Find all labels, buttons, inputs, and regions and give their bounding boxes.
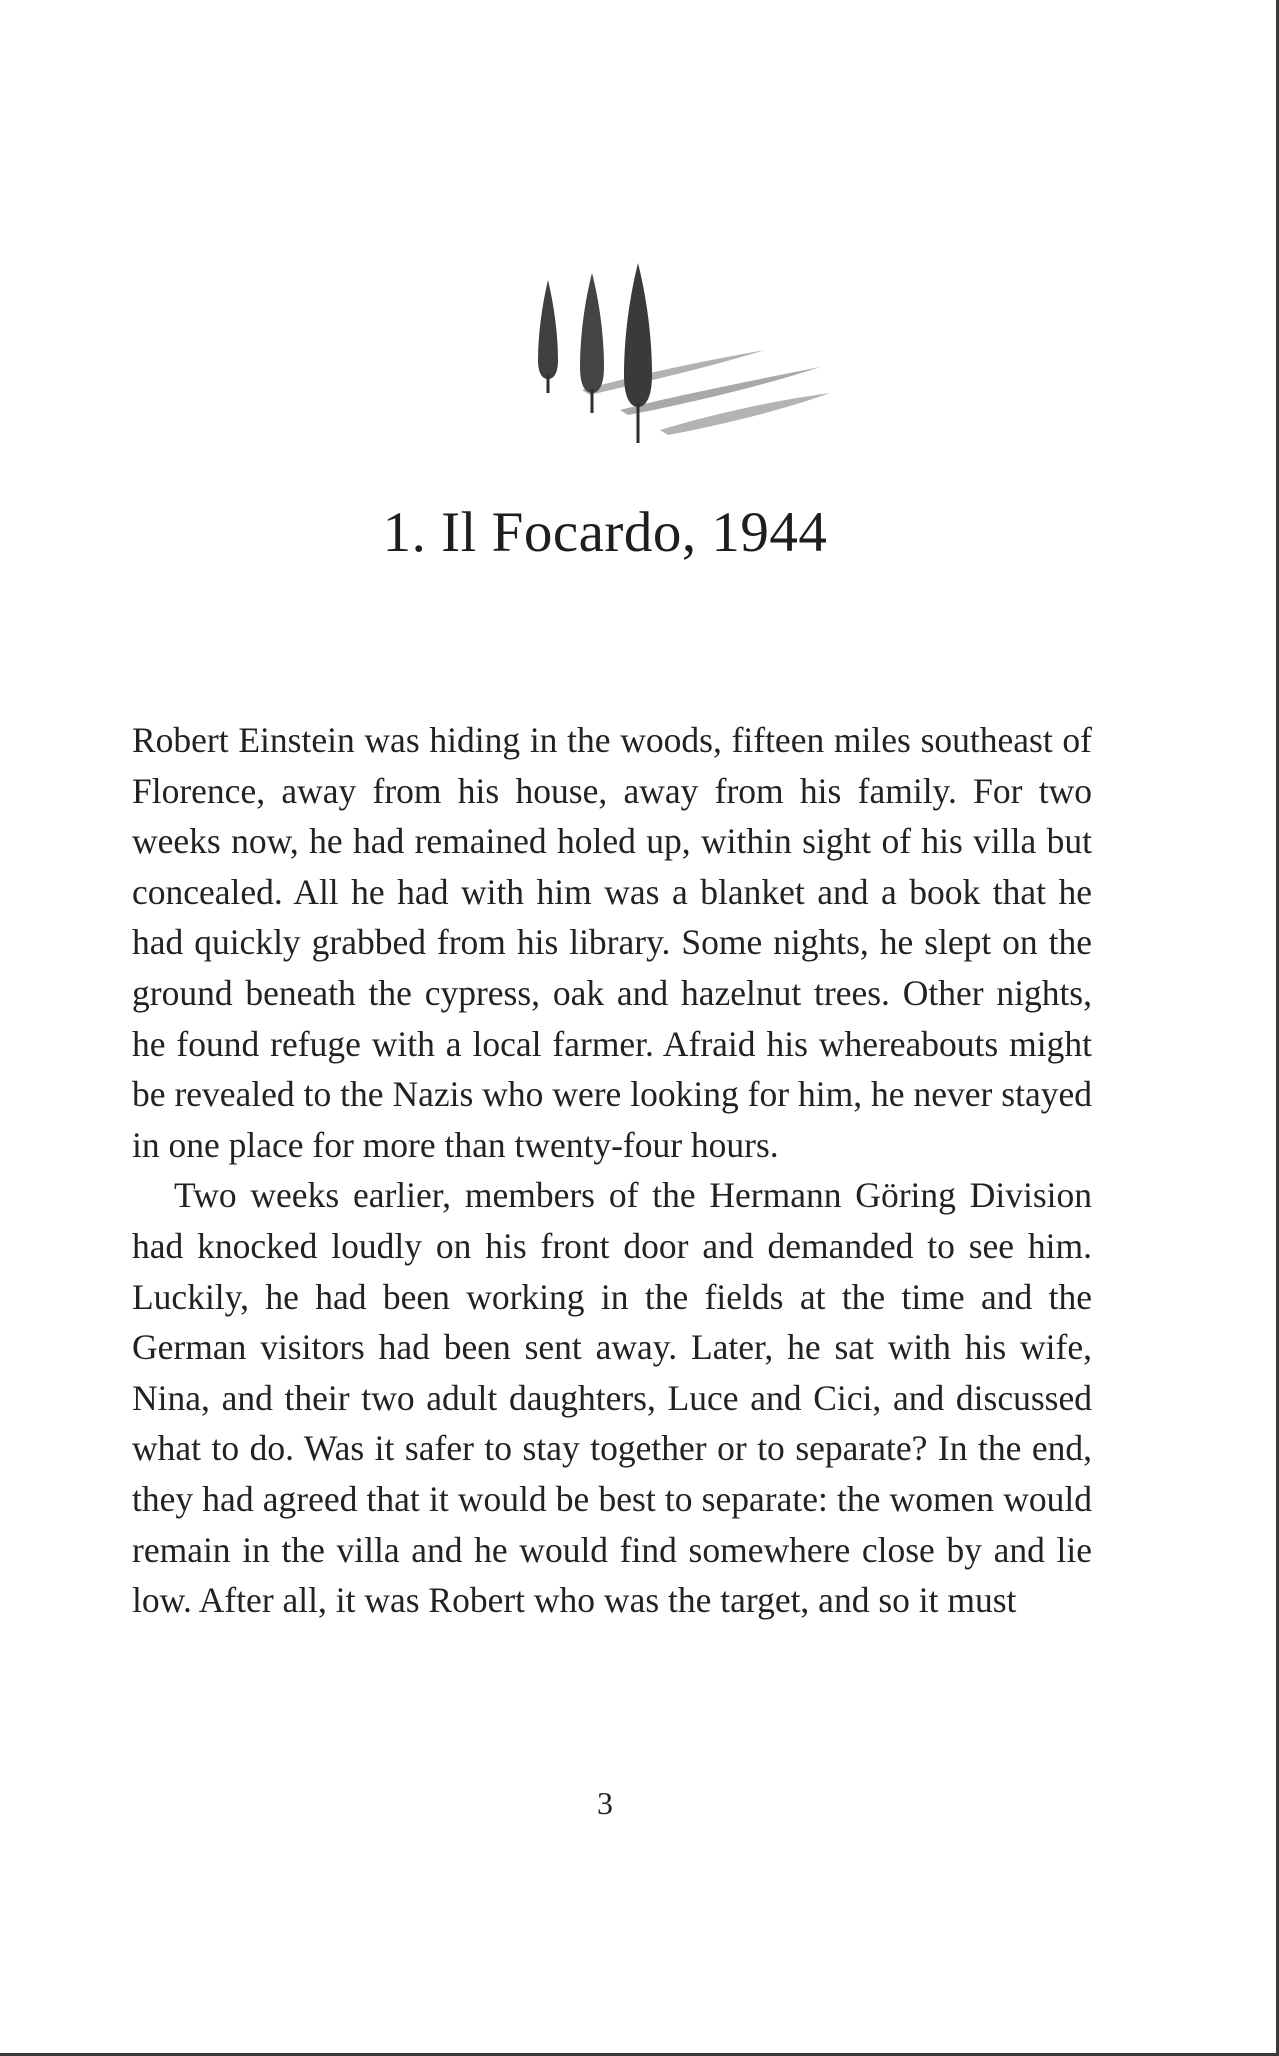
tree-trunk bbox=[591, 389, 594, 413]
cypress-tree bbox=[538, 280, 558, 379]
cypress-tree bbox=[580, 273, 604, 393]
page-number: 3 bbox=[597, 1785, 613, 1821]
tree-trunk bbox=[637, 403, 640, 443]
cypress-trees-icon bbox=[520, 255, 840, 455]
paragraph: Two weeks earlier, members of the Hermann Göring Division had knocked loudly on his front door and demanded to see him. Luckily, he had been working in the fields at the time and the German visitors had been sent away. Later, he sat with his wife, Nina, and their two adult daughters, Luce and Cici, and discussed what to do. Was it safer to stay together or to separate? In the end, they had agreed that it would be best to separate: the women would remain in the villa and he would find somewhere close by and lie low. After all, it was Robert who was the target, and so it must bbox=[132, 1175, 1092, 1621]
cypress-tree bbox=[624, 263, 652, 407]
paragraph: Robert Einstein was hiding in the woods, fifteen miles southeast of Florence, away from his house, away from his family. For two weeks now, he had remained holed up, within sight of his villa but concealed. All he had with him was a blanket and a book that he had quickly grabbed from his library. Some nights, he slept on the ground beneath the cypress, oak and hazelnut trees. Other nights, he found refuge with a local farmer. Afraid his whereabouts might be revealed to the Nazis who were looking for him, he never stayed in one place for more than twenty-four hours. bbox=[132, 720, 1092, 1165]
tree-trunk bbox=[547, 375, 550, 393]
chapter-title: 1. Il Focardo, 1944 bbox=[382, 501, 828, 564]
chapter-body bbox=[132, 715, 1092, 1626]
